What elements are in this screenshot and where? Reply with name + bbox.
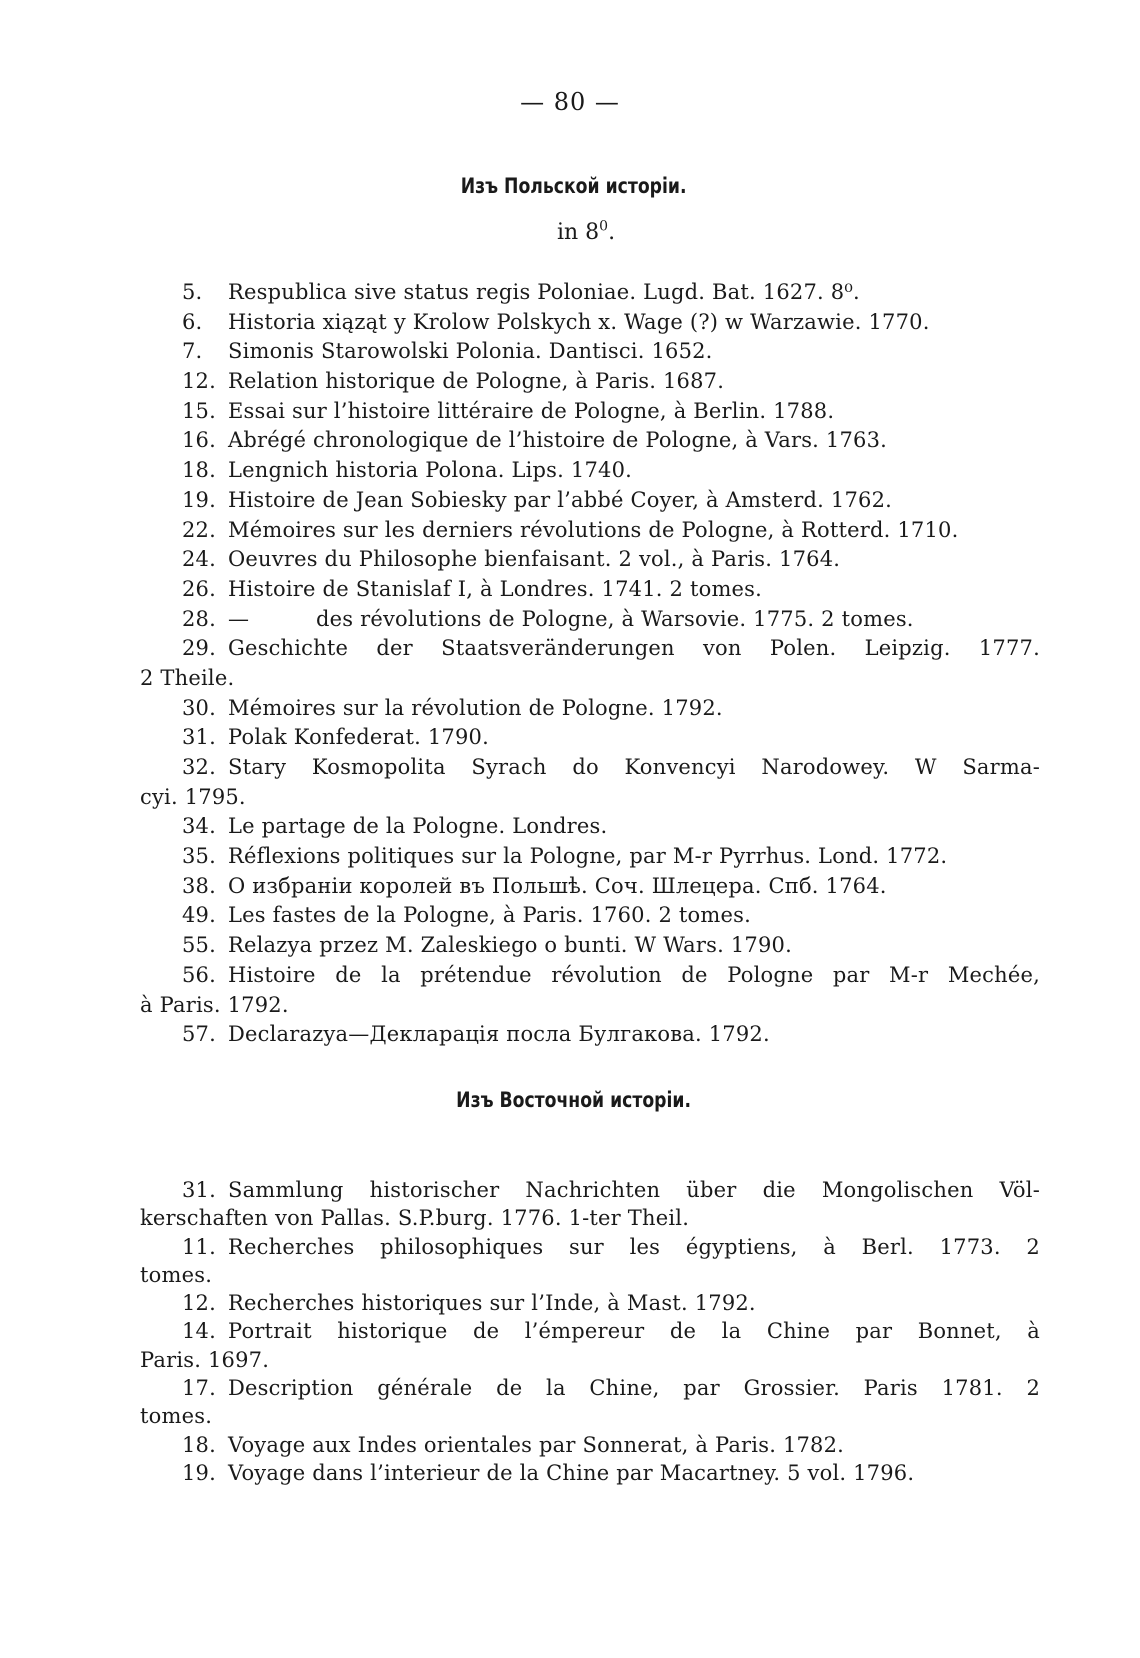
entry-text: Relazya przez M. Zaleskiego o bunti. W Wars. 1790. (228, 933, 792, 958)
format-superscript: 0 (599, 218, 609, 235)
bibliography-entry (140, 1374, 1040, 1402)
bibliography-entry (140, 812, 1040, 842)
entry-text: tomes. (140, 1404, 213, 1429)
entry-text: Simonis Starowolski Polonia. Dantisci. 1652. (228, 339, 713, 364)
entry-number: 19. (182, 487, 216, 512)
entry-number: 22. (182, 517, 216, 542)
entry-text: Histoire de Stanislaf I, à Londres. 1741. 2 tomes. (228, 576, 763, 601)
entry-number: 15. (182, 398, 216, 423)
bibliography-entry (140, 605, 1040, 635)
entry-text: Recherches historiques sur l’Inde, à Mast. 1792. (228, 1291, 756, 1316)
entry-number: 5. (182, 280, 203, 304)
entry-text: О избраніи королей въ Польшѣ. Соч. Шлецера. Спб. 1764. (228, 873, 887, 898)
entry-number: 18. (182, 458, 216, 483)
entry-number: 32. (182, 755, 216, 779)
entry-text: cyi. 1795. (140, 784, 246, 809)
bibliography-entry (140, 486, 1040, 516)
ditto-dash: — (228, 606, 250, 631)
entry-text: Réflexions politiques sur la Pologne, par M-r Pyrrhus. Lond. 1772. (228, 844, 948, 869)
section-heading-eastern-history: Изъ Восточной исторіи. (456, 1088, 692, 1112)
entry-continuation-line (140, 664, 1040, 694)
entry-text: Histoire de Jean Sobiesky par l’abbé Coyer, à Amsterd. 1762. (228, 487, 893, 512)
entry-text: Abrégé chronologique de l’histoire de Pologne, à Vars. 1763. (228, 428, 888, 453)
entry-text: Les fastes de la Pologne, à Paris. 1760. 2 tomes. (228, 903, 751, 928)
entry-number: 11. (182, 1234, 216, 1259)
entry-number: 30. (182, 695, 216, 720)
entry-continuation-line (140, 991, 1040, 1021)
entry-continuation-line (140, 1346, 1040, 1374)
bibliography-entry (140, 397, 1040, 427)
bibliography-entry (140, 1459, 1040, 1487)
entry-text: kerschaften von Pallas. S.P.burg. 1776. 1-ter Theil. (140, 1206, 690, 1231)
bibliography-entry (140, 337, 1040, 367)
bibliography-entry (140, 1317, 1040, 1345)
entry-number: 55. (182, 933, 216, 958)
entry-text: Portrait historique de l’émpereur de la Chine par Bonnet, à (228, 1319, 1040, 1344)
entry-text: à Paris. 1792. (140, 992, 289, 1017)
bibliography-entry (140, 931, 1040, 961)
entry-text: Oeuvres du Philosophe bienfaisant. 2 vol., à Paris. 1764. (228, 547, 841, 572)
eastern-history-list (140, 1176, 1040, 1487)
entry-continuation-line (140, 1204, 1040, 1232)
bibliography-entry (140, 753, 1040, 783)
entry-continuation-line (140, 1261, 1040, 1289)
entry-text: Geschichte der Staatsveränderungen von Polen. Leipzig. 1777. (228, 636, 1040, 661)
entry-text: 2 Theile. (140, 665, 235, 690)
entry-number: 31. (182, 1178, 216, 1202)
entry-continuation-line (140, 783, 1040, 813)
entry-text: Essai sur l’histoire littéraire de Pologne, à Berlin. 1788. (228, 398, 835, 423)
entry-text: Paris. 1697. (140, 1347, 270, 1372)
entry-number: 31. (182, 725, 216, 750)
entry-text: Voyage dans l’interieur de la Chine par Macartney. 5 vol. 1796. (228, 1460, 915, 1485)
entry-number: 34. (182, 814, 216, 839)
entry-number: 12. (182, 369, 216, 394)
bibliography-entry (140, 367, 1040, 397)
entry-number: 6. (182, 309, 203, 334)
entry-number: 7. (182, 339, 203, 364)
entry-text: Declarazya—Декларація посла Булгакова. 1792. (228, 1022, 770, 1047)
entry-text: Lengnich historia Polona. Lips. 1740. (228, 458, 633, 483)
entry-number: 28. (182, 606, 216, 631)
bibliography-entry (140, 1233, 1040, 1261)
entry-number: 14. (182, 1319, 216, 1344)
format-label: in $8^0$. (556, 218, 616, 245)
entry-text: Le partage de la Pologne. Londres. (228, 814, 608, 839)
entry-number: 56. (182, 962, 216, 987)
bibliography-entry (140, 308, 1040, 338)
entry-continuation-line (140, 1402, 1040, 1430)
entry-text: Description générale de la Chine, par Grossier. Paris 1781. 2 (228, 1376, 1040, 1401)
bibliography-entry (140, 1431, 1040, 1459)
polish-history-list (140, 278, 1040, 1050)
entry-text: Respublica sive status regis Poloniae. Lugd. Bat. 1627. 8⁰. (228, 280, 860, 304)
entry-number: 12. (182, 1291, 216, 1316)
bibliography-entry (140, 694, 1040, 724)
entry-number: 17. (182, 1376, 216, 1401)
section-heading-polish-history: Изъ Польской исторіи. (460, 174, 687, 198)
entry-number: 19. (182, 1460, 216, 1485)
entry-text: Sammlung historischer Nachrichten über die Mongolischen Völ- (228, 1178, 1040, 1202)
entry-text: Polak Konfederat. 1790. (228, 725, 489, 750)
entry-text: Historia xiąząt y Krolow Polskych x. Wage (?) w Warzawie. 1770. (228, 309, 930, 334)
entry-text: Recherches philosophiques sur les égyptiens, à Berl. 1773. 2 (228, 1234, 1040, 1259)
entry-text: Mémoires sur la révolution de Pologne. 1792. (228, 695, 723, 720)
entry-number: 38. (182, 873, 216, 898)
entry-number: 24. (182, 547, 216, 572)
page-number: — 80 — (520, 88, 620, 116)
entry-number: 49. (182, 903, 216, 928)
bibliography-entry (140, 278, 1040, 308)
entry-title: des révolutions de Pologne, à Warsovie. 1775. 2 tomes. (316, 606, 914, 631)
bibliography-entry (140, 961, 1040, 991)
bibliography-entry (140, 872, 1040, 902)
bibliography-entry (140, 456, 1040, 486)
bibliography-entry (140, 634, 1040, 664)
entry-text (228, 605, 1040, 635)
bibliography-entry (140, 516, 1040, 546)
bibliography-entry (140, 723, 1040, 753)
bibliography-entry (140, 575, 1040, 605)
bibliography-entry (140, 545, 1040, 575)
bibliography-entry (140, 426, 1040, 456)
bibliography-entry (140, 1176, 1040, 1204)
entry-text: tomes. (140, 1262, 213, 1287)
entry-text: Relation historique de Pologne, à Paris. 1687. (228, 369, 725, 394)
entry-number: 29. (182, 636, 216, 661)
format-text: in 8 (556, 220, 600, 245)
entry-number: 18. (182, 1432, 216, 1457)
entry-text: Voyage aux Indes orientales par Sonnerat, à Paris. 1782. (228, 1432, 845, 1457)
bibliography-entry (140, 1289, 1040, 1317)
entry-number: 35. (182, 844, 216, 869)
entry-number: 26. (182, 576, 216, 601)
bibliography-entry (140, 901, 1040, 931)
entry-text: Mémoires sur les derniers révolutions de Pologne, à Rotterd. 1710. (228, 517, 959, 542)
entry-text: Stary Kosmopolita Syrach do Konvencyi Narodowey. W Sarma- (228, 755, 1040, 779)
bibliography-entry (140, 842, 1040, 872)
bibliography-entry (140, 1020, 1040, 1050)
entry-text: Histoire de la prétendue révolution de Pologne par M-r Mechée, (228, 962, 1040, 987)
entry-number: 57. (182, 1022, 216, 1047)
entry-number: 16. (182, 428, 216, 453)
